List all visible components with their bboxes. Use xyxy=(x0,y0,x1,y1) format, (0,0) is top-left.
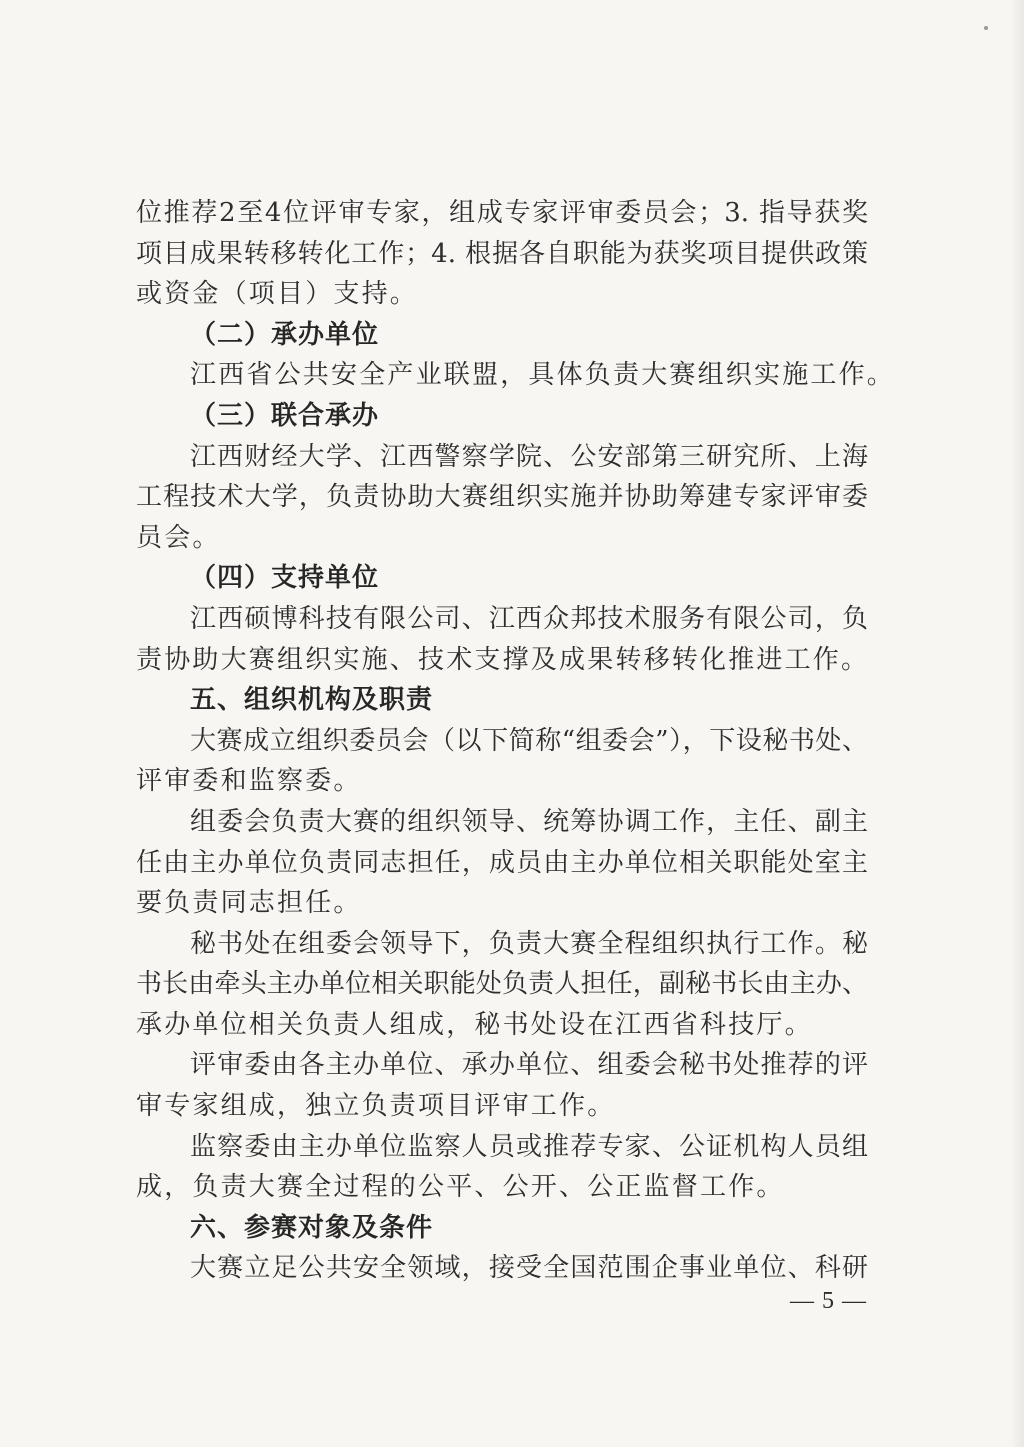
text-line: 监察委由主办单位监察人员或推荐专家、公证机构人员组 xyxy=(190,1131,868,1162)
text-line: 江西省公共安全产业联盟，具体负责大赛组织实施工作。 xyxy=(190,360,896,391)
scan-speck xyxy=(984,26,988,30)
text-line: 承办单位相关负责人组成，秘书处设在江西省科技厅。 xyxy=(136,1009,813,1040)
section-heading: 五、组织机构及职责 xyxy=(190,685,434,716)
text-line: 大赛立足公共安全领域，接受全国范围企事业单位、科研 xyxy=(190,1253,868,1284)
text-line: 责协助大赛组织实施、技术支撑及成果转移转化推进工作。 xyxy=(136,644,870,675)
section-heading: 六、参赛对象及条件 xyxy=(190,1212,434,1243)
text-line: 江西硕博科技有限公司、江西众邦技术服务有限公司，负 xyxy=(190,603,868,634)
text-line: 要负责同志担任。 xyxy=(136,888,362,919)
text-line: 项目成果转移转化工作；4. 根据各自职能为获奖项目提供政策 xyxy=(136,238,868,269)
text-line: 秘书处在组委会领导下，负责大赛全程组织执行工作。秘 xyxy=(190,928,868,959)
body-text xyxy=(136,193,896,1289)
text-line: 评审委由各主办单位、承办单位、组委会秘书处推荐的评 xyxy=(190,1050,868,1081)
text-line: 组委会负责大赛的组织领导、统筹协调工作，主任、副主 xyxy=(190,806,868,837)
text-line: 位推荐2至4位评审专家，组成专家评审委员会；3. 指导获奖 xyxy=(136,198,868,228)
text-line: 书长由牵头主办单位相关职能处负责人担任，副秘书长由主办、 xyxy=(136,969,868,1000)
text-line: 员会。 xyxy=(136,522,221,553)
text-line: 成，负责大赛全过程的公平、公开、公正监督工作。 xyxy=(136,1172,785,1203)
section-heading: （二）承办单位 xyxy=(190,319,380,350)
text-line: 评审委和监察委。 xyxy=(136,766,362,797)
text-line: 或资金（项目）支持。 xyxy=(136,279,419,310)
text-line: 任由主办单位负责同志担任，成员由主办单位相关职能处室主 xyxy=(136,847,868,878)
text-line: 大赛成立组织委员会（以下简称“组委会”），下设秘书处、 xyxy=(190,725,868,756)
page-number: — 5 — xyxy=(790,1288,867,1314)
text-line: 工程技术大学，负责协助大赛组织实施并协助筹建专家评审委 xyxy=(136,482,868,513)
section-heading: （四）支持单位 xyxy=(190,563,380,594)
section-heading: （三）联合承办 xyxy=(190,400,380,431)
text-line: 江西财经大学、江西警察学院、公安部第三研究所、上海 xyxy=(190,441,868,472)
text-line: 审专家组成，独立负责项目评审工作。 xyxy=(136,1091,616,1122)
